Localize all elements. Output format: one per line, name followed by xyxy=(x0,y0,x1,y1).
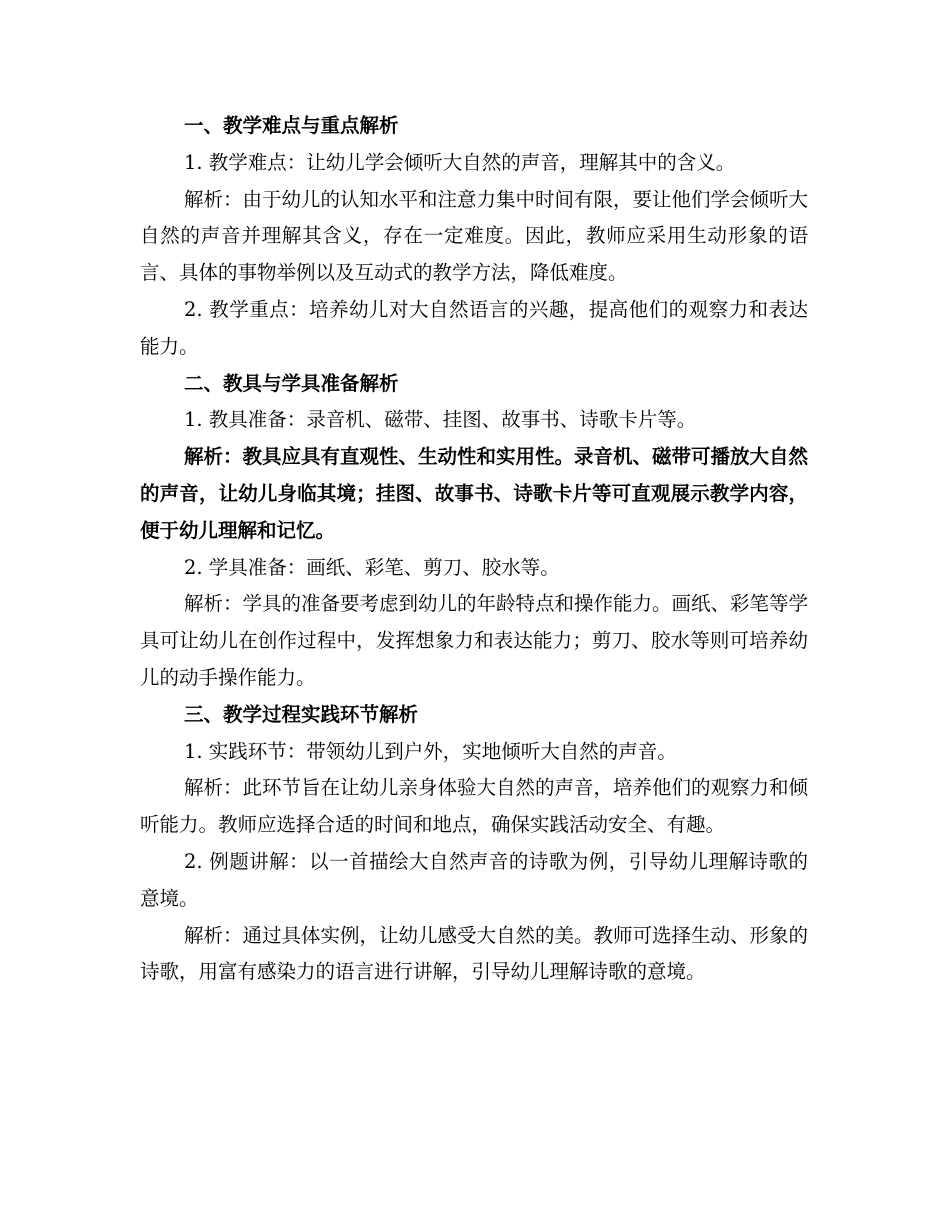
paragraph-example-analysis: 解析：通过具体实例，让幼儿感受大自然的美。教师可选择生动、形象的诗歌，用富有感染力的语言进行讲解，引导幼儿理解诗歌的意境。 xyxy=(140,923,809,984)
section-heading-materials: 二、教具与学具准备解析 xyxy=(184,371,399,395)
paragraph-practice-analysis: 解析：此环节旨在让幼儿亲身体验大自然的声音，培养他们的观察力和倾听能力。教师应选择合适的时间和地点，确保实践活动安全、有趣。 xyxy=(140,776,809,837)
paragraph-learning-tools-item: 2. 学具准备：画纸、彩笔、剪刀、胶水等。 xyxy=(184,555,560,579)
paragraph-example-item: 2. 例题讲解：以一首描绘大自然声音的诗歌为例，引导幼儿理解诗歌的意境。 xyxy=(140,849,808,910)
paragraph-learning-tools-analysis: 解析：学具的准备要考虑到幼儿的年龄特点和操作能力。画纸、彩笔等学具可让幼儿在创作过程中，发挥想象力和表达能力；剪刀、胶水等则可培养幼儿的动手操作能力。 xyxy=(140,592,809,689)
section-heading-practice: 三、教学过程实践环节解析 xyxy=(184,702,419,726)
section-heading-difficulties: 一、教学难点与重点解析 xyxy=(184,114,399,137)
paragraph-difficulty-analysis: 解析：由于幼儿的认知水平和注意力集中时间有限，要让他们学会倾听大自然的声音并理解其含义，存在一定难度。因此，教师应采用生动形象的语言、具体的事物举例以及互动式的教学方法，降低难度。 xyxy=(140,187,809,285)
paragraph-key-point-item: 2. 教学重点：培养幼儿对大自然语言的兴趣，提高他们的观察力和表达能力。 xyxy=(140,297,808,358)
paragraph-teaching-aids-item: 1. 教具准备：录音机、磁带、挂图、故事书、诗歌卡片等。 xyxy=(184,408,697,432)
paragraph-teaching-aids-analysis: 解析：教具应具有直观性、生动性和实用性。录音机、磁带可播放大自然的声音，让幼儿身临其境；挂图、故事书、诗歌卡片等可直观展示教学内容，便于幼儿理解和记忆。 xyxy=(140,445,809,542)
paragraph-difficulty-item: 1. 教学难点：让幼儿学会倾听大自然的声音，理解其中的含义。 xyxy=(184,150,736,174)
paragraph-practice-item: 1. 实践环节：带领幼儿到户外，实地倾听大自然的声音。 xyxy=(184,739,677,763)
document-page xyxy=(140,108,808,991)
